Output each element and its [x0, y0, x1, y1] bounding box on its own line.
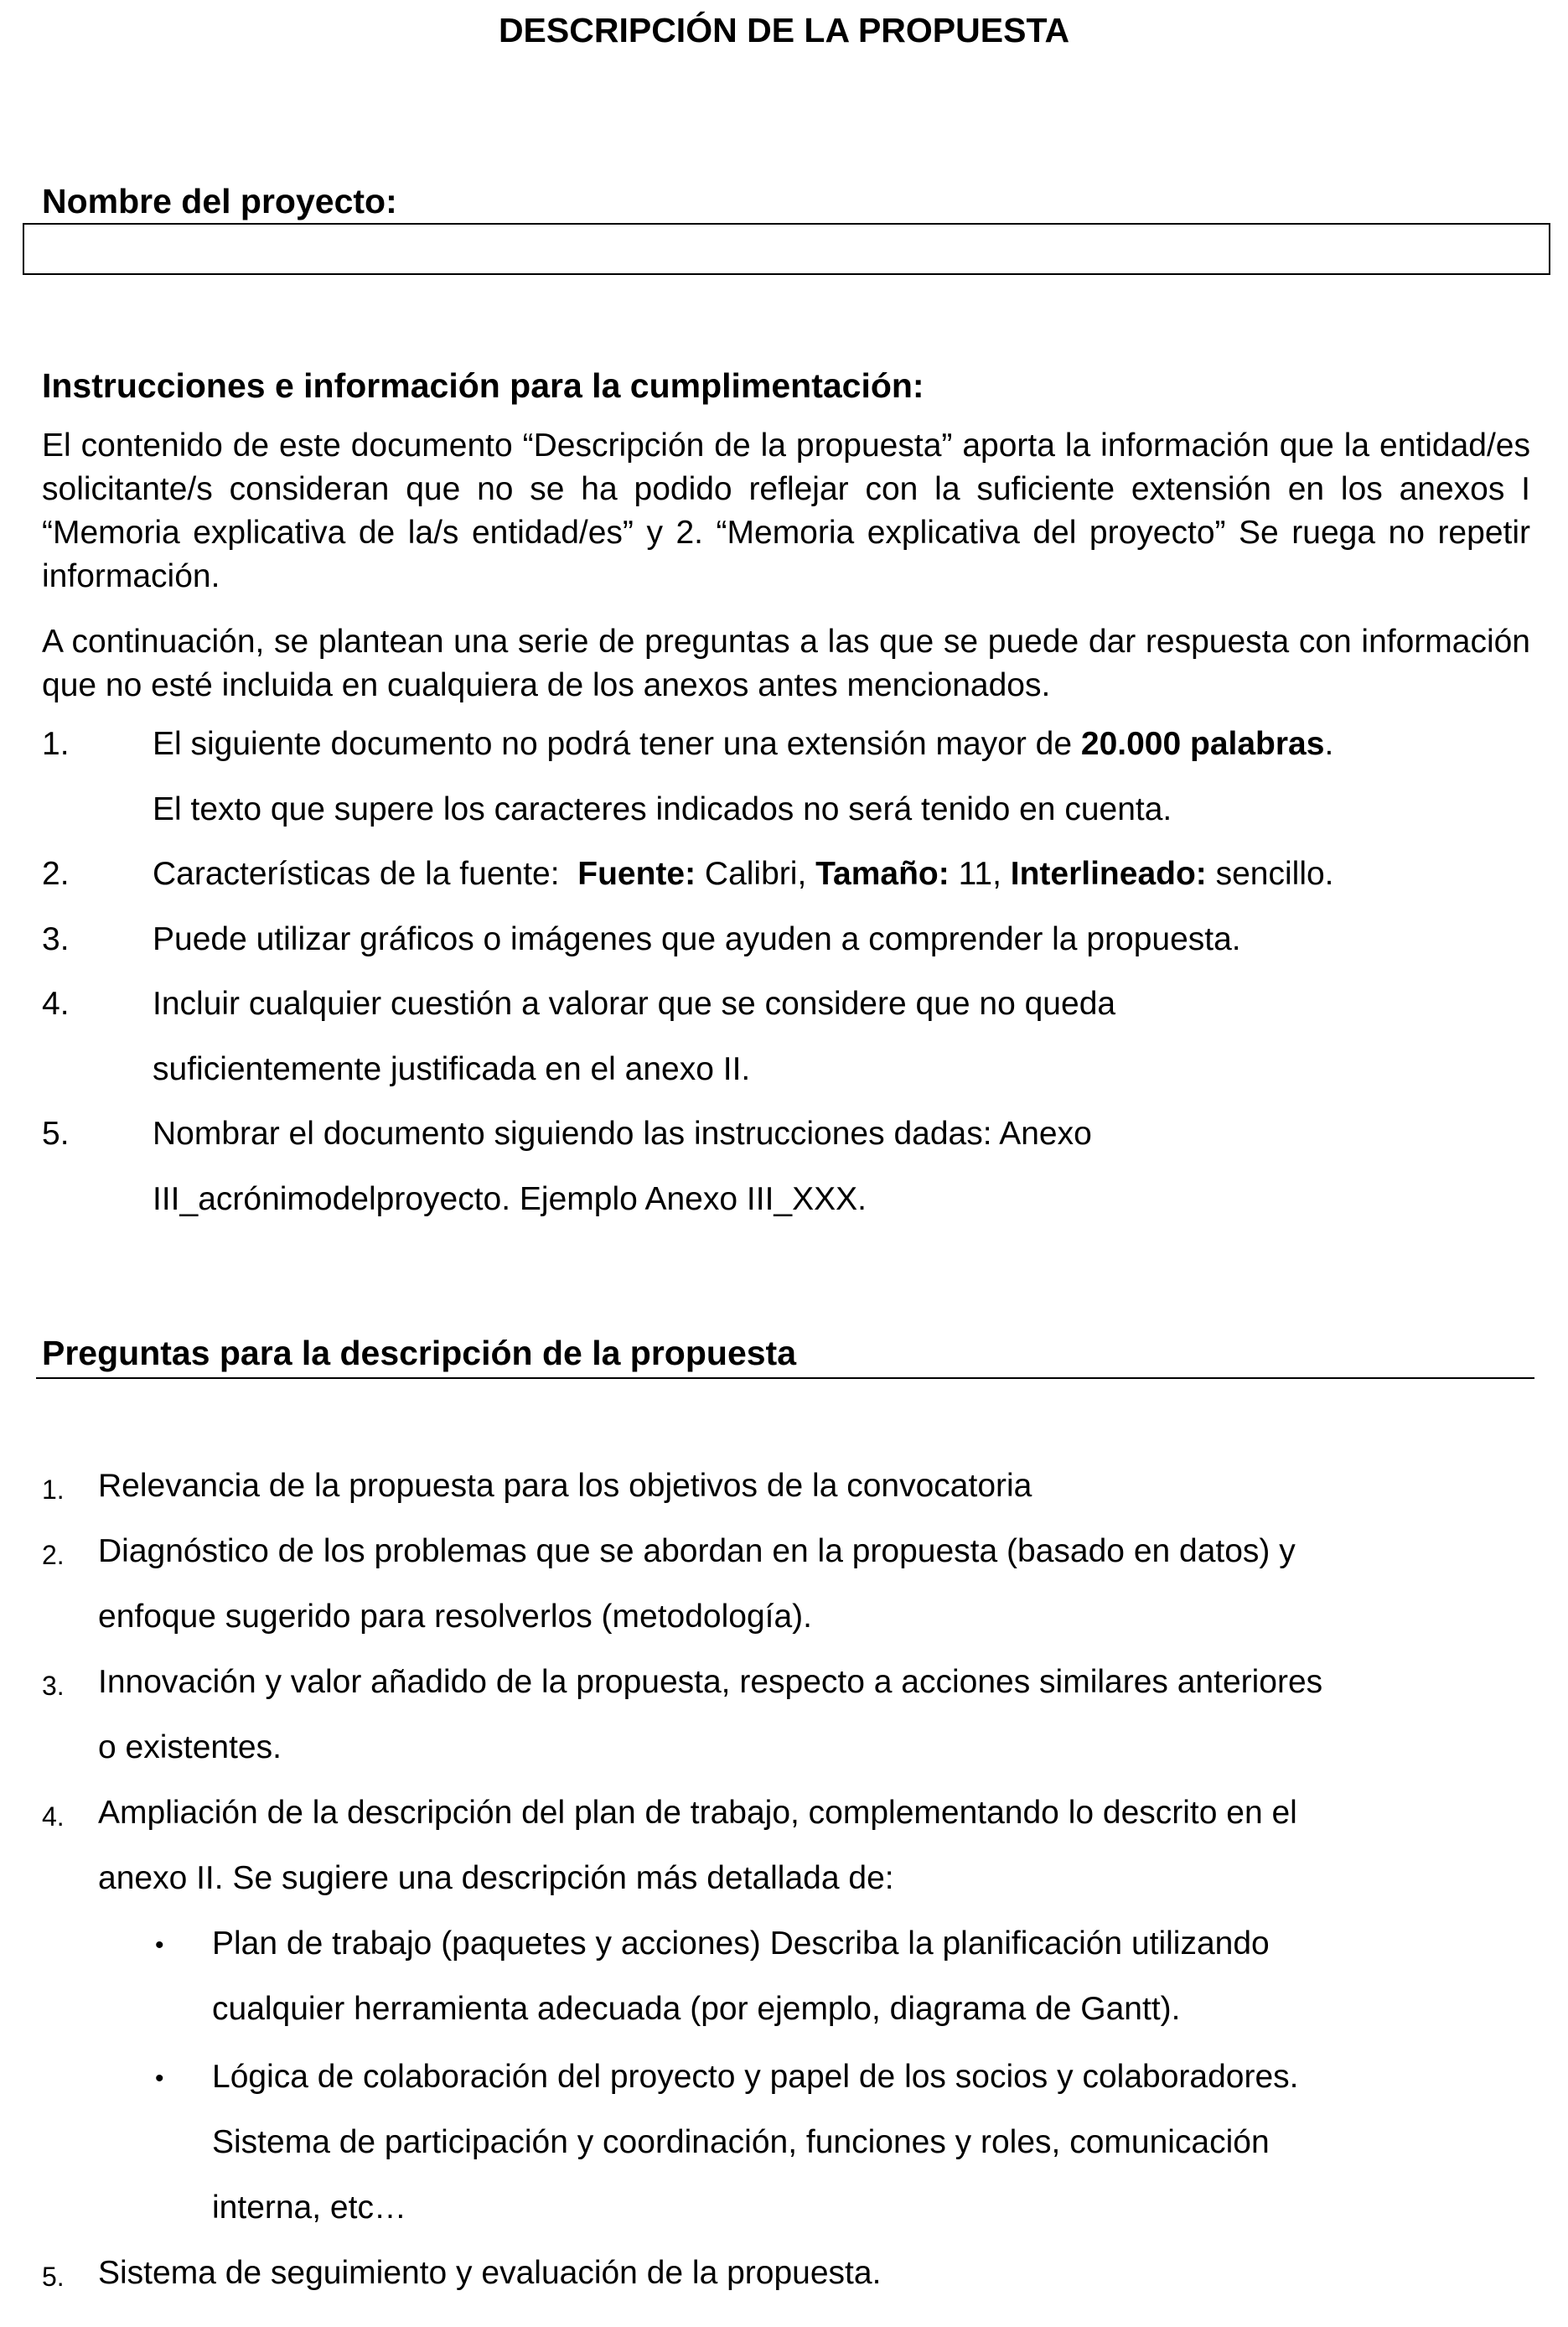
instruction-item-2: [153, 853, 1334, 896]
instruction-text: El siguiente documento no podrá tener una extensión mayor de: [153, 726, 1081, 762]
instruction-text-end: .: [1324, 726, 1334, 762]
question-number: 3.: [42, 1671, 65, 1701]
question-1: Relevancia de la propuesta para los objetivos de la convocatoria: [98, 1468, 1032, 1504]
section-divider: [36, 1377, 1534, 1379]
font-characteristics-label: Características de la fuente:: [153, 856, 578, 892]
spacing-label: Interlineado:: [1010, 856, 1207, 892]
instruction-item-1: [153, 723, 1333, 766]
instructions-heading: Instrucciones e información para la cumplimentación:: [42, 366, 924, 405]
instruction-number: 4.: [42, 986, 70, 1022]
page-title: DESCRIPCIÓN DE LA PROPUESTA: [498, 11, 1070, 49]
instruction-item-3: Puede utilizar gráficos o imágenes que ayuden a comprender la propuesta.: [153, 921, 1241, 957]
instruction-continuation: El texto que supere los caracteres indicados no será tenido en cuenta.: [153, 791, 1172, 827]
instruction-item-5: Nombrar el documento siguiendo las instrucciones dadas: Anexo: [153, 1116, 1092, 1152]
bullet-item-work-plan: Plan de trabajo (paquetes y acciones) Describa la planificación utilizando: [212, 1925, 1270, 1962]
question-number: 5.: [42, 2262, 65, 2292]
instruction-item-4: Incluir cualquier cuestión a valorar que se considere que no queda: [153, 986, 1116, 1022]
instruction-number: 5.: [42, 1116, 70, 1152]
font-label: Fuente:: [577, 856, 696, 892]
bullet-item-collaboration: Lógica de colaboración del proyecto y papel de los socios y colaboradores.: [212, 2059, 1299, 2095]
word-limit: 20.000 palabras: [1080, 726, 1325, 762]
question-continuation: o existentes.: [98, 1729, 282, 1765]
bullet-continuation: interna, etc…: [212, 2190, 406, 2226]
questions-heading: Preguntas para la descripción de la propuesta: [42, 1334, 796, 1372]
instruction-number: 3.: [42, 921, 70, 957]
question-number: 2.: [42, 1540, 65, 1570]
question-number: 1.: [42, 1474, 65, 1505]
project-name-field[interactable]: [23, 223, 1550, 275]
size-value: 11,: [949, 856, 1011, 892]
question-continuation: enfoque sugerido para resolverlos (metodología).: [98, 1599, 813, 1635]
instructions-paragraph-1: El contenido de este documento “Descripción de la propuesta” aporta la información que la entidad/es solicitante/s consideran que no se ha podido reflejar con la suficiente extensión en los anexos I “Memoria explicativa de la/s entidad/es” y 2. “Memoria explicativa del proyecto” Se ruega no repetir información.: [42, 428, 1530, 594]
bullet-continuation: Sistema de participación y coordinación, funciones y roles, comunicación: [212, 2124, 1270, 2160]
question-3: Innovación y valor añadido de la propuesta, respecto a acciones similares anteriores: [98, 1664, 1323, 1700]
bullet-icon: •: [155, 2065, 164, 2092]
size-label: Tamaño:: [815, 856, 950, 892]
question-4: Ampliación de la descripción del plan de trabajo, complementando lo descrito en el: [98, 1795, 1297, 1831]
font-value: Calibri,: [696, 856, 816, 892]
bullet-icon: •: [155, 1931, 164, 1959]
bullet-continuation: cualquier herramienta adecuada (por ejemplo, diagrama de Gantt).: [212, 1991, 1181, 2027]
project-name-label: Nombre del proyecto:: [42, 182, 397, 220]
instructions-paragraph-2: A continuación, se plantean una serie de preguntas a las que se puede dar respuesta con información que no esté incluida en cualquiera de los anexos antes mencionados.: [42, 624, 1530, 703]
instruction-continuation: suficientemente justificada en el anexo II.: [153, 1051, 751, 1087]
instruction-number: 1.: [42, 726, 70, 762]
instruction-continuation: III_acrónimodelproyecto. Ejemplo Anexo III_XXX.: [153, 1181, 867, 1217]
question-number: 4.: [42, 1801, 65, 1832]
question-5: Sistema de seguimiento y evaluación de la propuesta.: [98, 2255, 882, 2291]
question-2: Diagnóstico de los problemas que se abordan en la propuesta (basado en datos) y: [98, 1533, 1296, 1569]
spacing-value: sencillo.: [1206, 856, 1334, 892]
instruction-number: 2.: [42, 856, 70, 892]
question-continuation: anexo II. Se sugiere una descripción más detallada de:: [98, 1860, 894, 1896]
